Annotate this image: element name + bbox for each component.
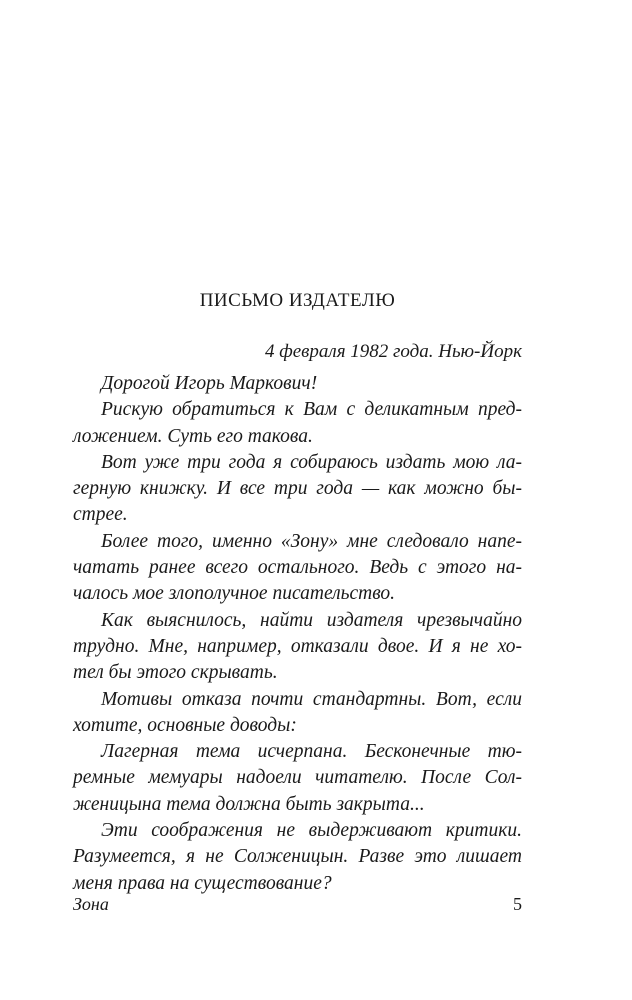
text-line: Более того, именно «Зону» мне следовало напе- <box>101 530 522 552</box>
letter-body <box>73 371 522 897</box>
chapter-title: ПИСЬМО ИЗДАТЕЛЮ <box>199 290 396 311</box>
text-line: трудно. Мне, например, отказали двое. И я не хо- <box>73 635 522 657</box>
text-line: ремные мемуары надоели читателю. После Сол- <box>73 767 522 789</box>
text-line: тел бы этого скрывать. <box>73 662 278 684</box>
letter-dateline: 4 февраля 1982 года. Нью-Йорк <box>264 341 522 362</box>
text-line: Рискую обратиться к Вам с деликатным пред- <box>101 399 522 421</box>
book-page <box>73 0 522 1000</box>
text-line: Вот уже три года я собираюсь издать мою ла- <box>101 451 522 473</box>
running-title: Зона <box>73 894 109 914</box>
text-line: герную книжку. И все три года — как можно бы- <box>73 478 522 500</box>
text-line: Дорогой Игорь Маркович! <box>101 373 318 394</box>
text-line: хотите, основные доводы: <box>73 714 297 736</box>
text-line: Эти соображения не выдерживают критики. <box>101 820 522 842</box>
text-line: Как выяснилось, найти издателя чрезвычайно <box>101 609 522 631</box>
text-line: женицына тема должна быть закрыта... <box>73 793 425 815</box>
page-number: 5 <box>513 894 522 914</box>
text-line: Мотивы отказа почти стандартны. Вот, если <box>101 688 522 710</box>
text-line: меня права на существование? <box>73 872 332 894</box>
text-line: Лагерная тема исчерпана. Бесконечные тю- <box>101 741 522 763</box>
text-line: чатать ранее всего остального. Ведь с этого на- <box>73 557 522 579</box>
text-line: Разумеется, я не Солженицын. Разве это лишает <box>73 846 522 868</box>
text-line: ложением. Суть его такова. <box>73 425 313 447</box>
text-line: стрее. <box>73 504 128 526</box>
text-line: чалось мое злополучное писательство. <box>73 583 396 605</box>
